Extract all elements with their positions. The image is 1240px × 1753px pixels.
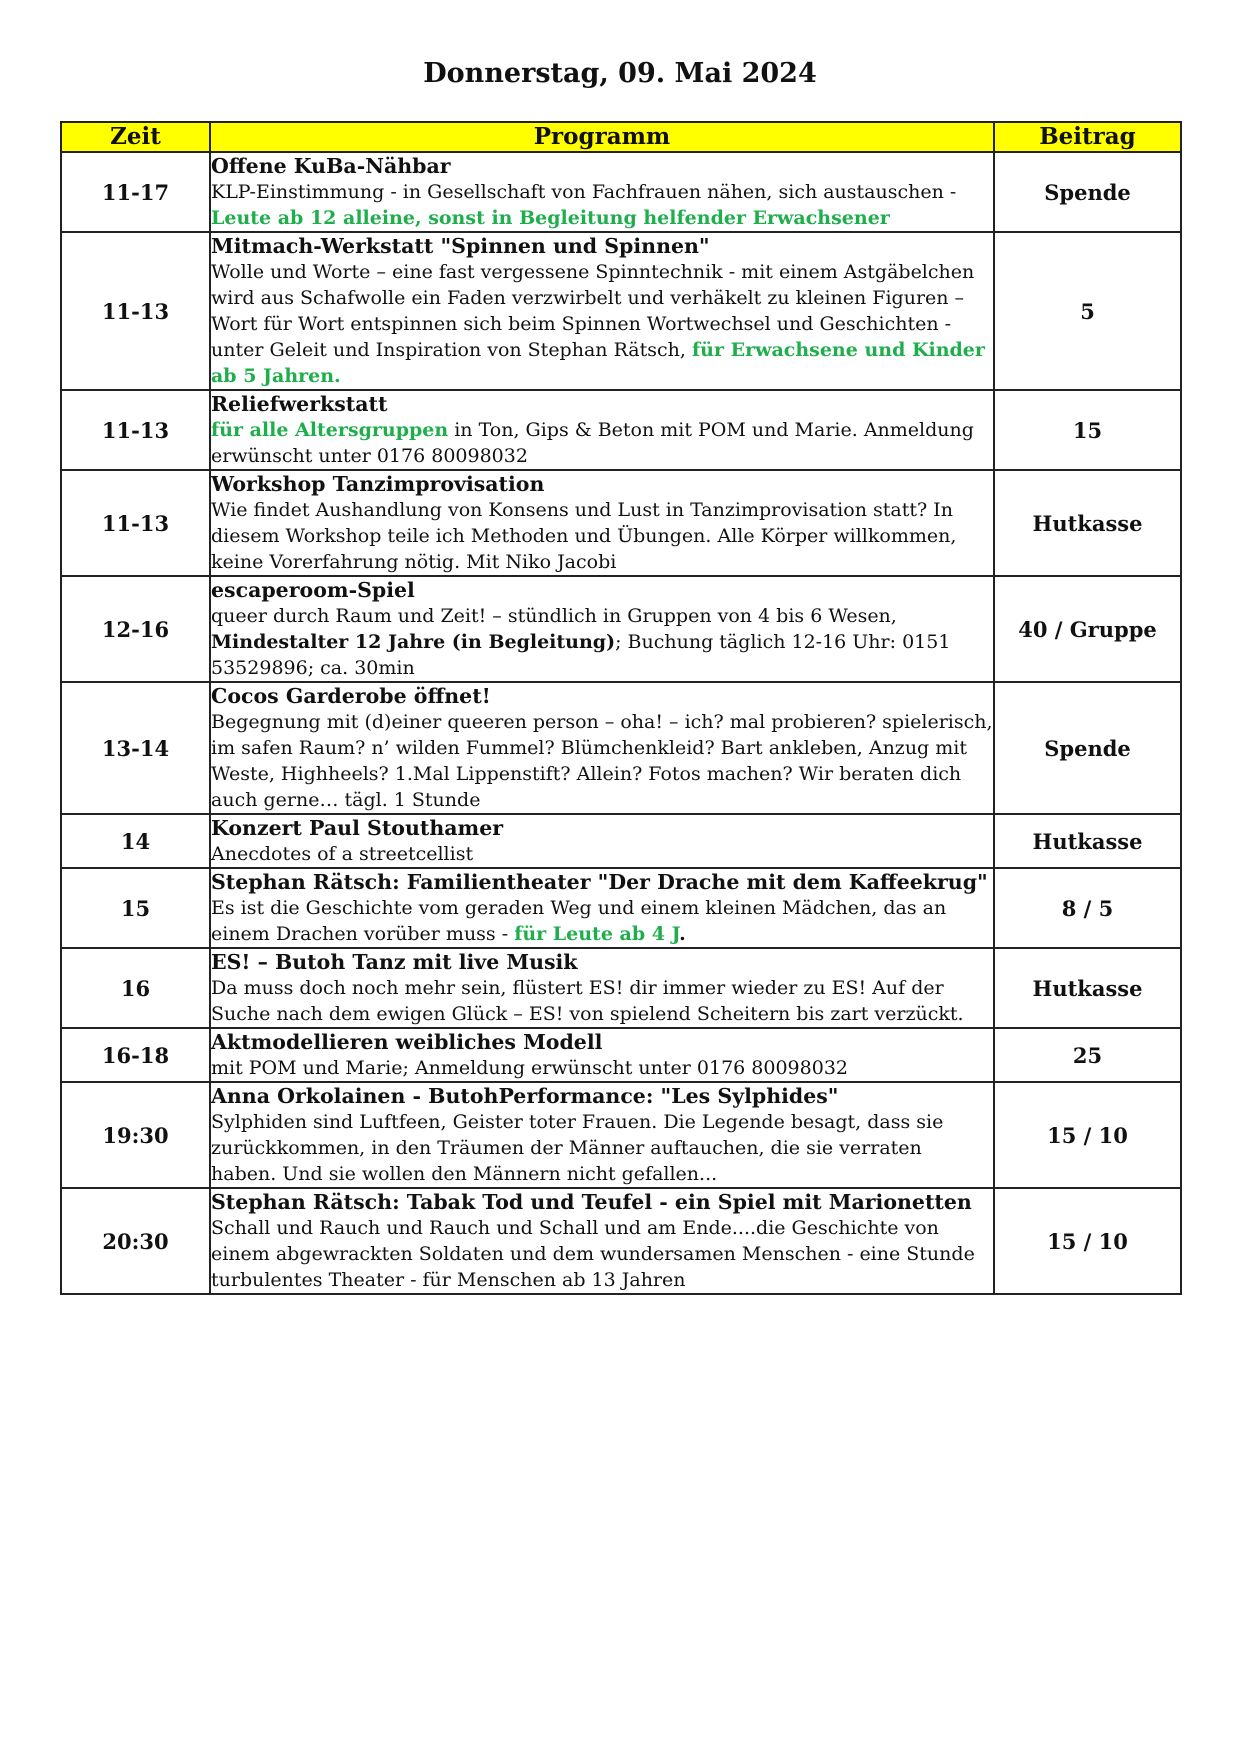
program-description bbox=[211, 603, 993, 681]
row-fee: 15 bbox=[994, 390, 1181, 470]
row-fee: 15 / 10 bbox=[994, 1082, 1181, 1188]
table-row bbox=[61, 1028, 1181, 1082]
row-program bbox=[210, 1188, 994, 1294]
row-fee: Spende bbox=[994, 682, 1181, 814]
program-description bbox=[211, 841, 993, 867]
highlight-text: für alle Altersgruppen bbox=[211, 419, 449, 441]
row-time: 11-13 bbox=[61, 390, 210, 470]
row-fee: 40 / Gruppe bbox=[994, 576, 1181, 682]
row-time: 13-14 bbox=[61, 682, 210, 814]
schedule-table bbox=[60, 121, 1182, 1295]
description-text: Begegnung mit (d)einer queeren person – oha! – ich? mal probieren? spielerisch, im safen Raum? n’ wilden Fummel? Blümchenkleid? Bart ankleben, Anzug mit Weste, Highheels? 1.Mal Lippenstift? Allein? Fotos machen? Wir beraten dich auch gerne… tägl. 1 Stunde bbox=[211, 711, 993, 811]
table-row bbox=[61, 470, 1181, 576]
row-program bbox=[210, 868, 994, 948]
header-row bbox=[61, 122, 1181, 152]
program-description bbox=[211, 179, 993, 231]
description-text: Da muss doch noch mehr sein, flüstert ES! dir immer wieder zu ES! Auf der Suche nach dem ewigen Glück – ES! von spielend Scheitern bis zart verzückt. bbox=[211, 977, 964, 1025]
table-row bbox=[61, 868, 1181, 948]
row-program bbox=[210, 814, 994, 868]
row-time: 15 bbox=[61, 868, 210, 948]
row-time: 14 bbox=[61, 814, 210, 868]
row-time: 11-17 bbox=[61, 152, 210, 232]
program-title: Mitmach-Werkstatt "Spinnen und Spinnen" bbox=[211, 234, 710, 258]
program-description bbox=[211, 1055, 993, 1081]
table-row bbox=[61, 682, 1181, 814]
program-title: Stephan Rätsch: Familientheater "Der Drache mit dem Kaffeekrug" bbox=[211, 870, 988, 894]
program-description bbox=[211, 975, 993, 1027]
program-description bbox=[211, 895, 993, 947]
program-title: Konzert Paul Stouthamer bbox=[211, 816, 504, 840]
header-program: Programm bbox=[210, 122, 994, 152]
row-program bbox=[210, 682, 994, 814]
description-text: queer durch Raum und Zeit! – stündlich in Gruppen von 4 bis 6 Wesen, bbox=[211, 605, 897, 627]
program-title: escaperoom-Spiel bbox=[211, 578, 415, 602]
row-program bbox=[210, 948, 994, 1028]
description-text: mit POM und Marie; Anmeldung erwünscht unter 0176 80098032 bbox=[211, 1057, 849, 1079]
description-text: Wie findet Aushandlung von Konsens und Lust in Tanzimprovisation statt? In diesem Workshop teile ich Methoden und Übungen. Alle Körper willkommen, keine Vorerfahrung nötig. Mit Niko Jacobi bbox=[211, 499, 957, 573]
row-time: 11-13 bbox=[61, 232, 210, 390]
highlight-text: für Leute ab 4 J bbox=[514, 923, 680, 945]
header-time: Zeit bbox=[61, 122, 210, 152]
row-time: 12-16 bbox=[61, 576, 210, 682]
program-title: Offene KuBa-Nähbar bbox=[211, 154, 451, 178]
row-program bbox=[210, 470, 994, 576]
table-row bbox=[61, 1082, 1181, 1188]
description-text: Mindestalter 12 Jahre (in Begleitung) bbox=[211, 631, 616, 653]
row-fee: Hutkasse bbox=[994, 470, 1181, 576]
description-text: Wolle und Worte – eine fast vergessene Spinntechnik - mit einem Astgäbelchen wird aus Schafwolle ein Faden verzwirbelt und verhäkelt zu kleinen Figuren – Wort für Wort entspinnen sich beim Spinnen Wortwechsel und Geschichten - unter Geleit und Inspiration von Stephan Rätsch, bbox=[211, 261, 975, 361]
table-row bbox=[61, 232, 1181, 390]
schedule-body bbox=[61, 152, 1181, 1294]
row-fee: 25 bbox=[994, 1028, 1181, 1082]
table-row bbox=[61, 1188, 1181, 1294]
row-fee: 5 bbox=[994, 232, 1181, 390]
program-title: Stephan Rätsch: Tabak Tod und Teufel - ein Spiel mit Marionetten bbox=[211, 1190, 972, 1214]
row-fee: Hutkasse bbox=[994, 814, 1181, 868]
highlight-text: . bbox=[334, 365, 341, 387]
row-program bbox=[210, 1082, 994, 1188]
description-text: ; Buchung täglich 12-16 Uhr: 0151 53529896; ca. 30min bbox=[211, 631, 951, 679]
row-program bbox=[210, 1028, 994, 1082]
row-program bbox=[210, 152, 994, 232]
page-title: Donnerstag, 09. Mai 2024 bbox=[423, 58, 817, 89]
description-text: in Ton, Gips & Beton mit POM und Marie. Anmeldung erwünscht unter 0176 80098032 bbox=[211, 419, 974, 467]
row-fee: Spende bbox=[994, 152, 1181, 232]
program-title: ES! – Butoh Tanz mit live Musik bbox=[211, 950, 578, 974]
description-text: . bbox=[679, 923, 686, 945]
row-program bbox=[210, 390, 994, 470]
program-title: Reliefwerkstatt bbox=[211, 392, 388, 416]
row-time: 16 bbox=[61, 948, 210, 1028]
table-row bbox=[61, 814, 1181, 868]
row-time: 16-18 bbox=[61, 1028, 210, 1082]
table-row bbox=[61, 948, 1181, 1028]
program-description bbox=[211, 1215, 993, 1293]
description-text: Anecdotes of a streetcellist bbox=[211, 843, 474, 865]
table-row bbox=[61, 390, 1181, 470]
program-title: Anna Orkolainen - ButohPerformance: "Les Sylphides" bbox=[211, 1084, 839, 1108]
program-description bbox=[211, 417, 993, 469]
description-text: KLP-Einstimmung - in Gesellschaft von Fachfrauen nähen, sich austauschen - bbox=[211, 181, 957, 203]
program-description bbox=[211, 709, 993, 813]
description-text: Es ist die Geschichte vom geraden Weg und einem kleinen Mädchen, das an einem Drachen vorüber muss - bbox=[211, 897, 947, 945]
program-description bbox=[211, 497, 993, 575]
row-time: 11-13 bbox=[61, 470, 210, 576]
row-fee: Hutkasse bbox=[994, 948, 1181, 1028]
row-time: 20:30 bbox=[61, 1188, 210, 1294]
program-title: Cocos Garderobe öffnet! bbox=[211, 684, 491, 708]
table-row bbox=[61, 152, 1181, 232]
highlight-text: für Erwachsene und Kinder ab 5 Jahren bbox=[211, 339, 985, 387]
program-description bbox=[211, 259, 993, 389]
program-description bbox=[211, 1109, 993, 1187]
row-program bbox=[210, 576, 994, 682]
row-fee: 15 / 10 bbox=[994, 1188, 1181, 1294]
program-title: Workshop Tanzimprovisation bbox=[211, 472, 545, 496]
row-fee: 8 / 5 bbox=[994, 868, 1181, 948]
header-fee: Beitrag bbox=[994, 122, 1181, 152]
row-program bbox=[210, 232, 994, 390]
description-text: Sylphiden sind Luftfeen, Geister toter Frauen. Die Legende besagt, dass sie zurückkommen, in den Träumen der Männer auftauchen, die sie verraten haben. Und sie wollen den Männern nicht gefallen... bbox=[211, 1111, 944, 1185]
highlight-text: Leute ab 12 alleine, sonst in Begleitung helfender Erwachsener bbox=[211, 207, 890, 229]
table-row bbox=[61, 576, 1181, 682]
row-time: 19:30 bbox=[61, 1082, 210, 1188]
program-title: Aktmodellieren weibliches Modell bbox=[211, 1030, 603, 1054]
description-text: Schall und Rauch und Rauch und Schall und am Ende....die Geschichte von einem abgewrackten Soldaten und dem wundersamen Menschen - eine Stunde turbulentes Theater - für Menschen ab 13 Jahren bbox=[211, 1217, 975, 1291]
